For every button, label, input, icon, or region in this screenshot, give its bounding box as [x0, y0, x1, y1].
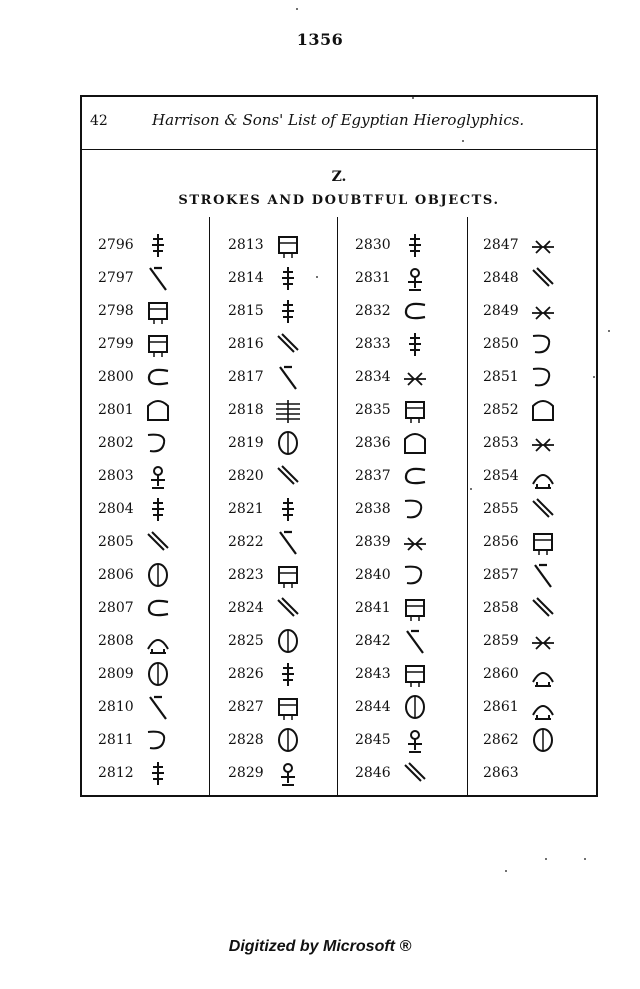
sign-number: 2824: [228, 600, 264, 616]
sign-entry: [483, 429, 603, 462]
sign-number: 2846: [355, 765, 391, 781]
sign-entry: [228, 396, 348, 429]
sign-entry: [228, 231, 348, 264]
bound-rolls-icon: [527, 660, 559, 688]
hourglass-frame-icon: [272, 462, 304, 490]
twin-bulbs-icon: [272, 495, 304, 523]
twin-houses-icon: [527, 330, 559, 358]
small-figure-icon: [272, 231, 304, 259]
sign-number: 2862: [483, 732, 519, 748]
sign-entry: [483, 462, 603, 495]
sign-number: 2858: [483, 600, 519, 616]
sign-number: 2834: [355, 369, 391, 385]
running-header: [82, 97, 596, 150]
sign-entry: [483, 693, 603, 726]
stacked-chevrons-icon: [272, 363, 304, 391]
beaded-basket-icon: [399, 429, 431, 457]
crook-symbol-icon: [527, 231, 559, 259]
sign-number: 2833: [355, 336, 391, 352]
small-cross-object-icon: [142, 297, 174, 325]
hat-dome-icon: [399, 528, 431, 556]
kneeling-figure-icon: [399, 264, 431, 292]
sign-entry: [483, 330, 603, 363]
sign-number: 2855: [483, 501, 519, 517]
sign-number: 2827: [228, 699, 264, 715]
sign-entry: [228, 330, 348, 363]
sign-entry: [98, 363, 218, 396]
sign-entry: [228, 726, 348, 759]
sign-entry: [355, 396, 475, 429]
sign-entry: [483, 528, 603, 561]
portable-shrine-icon: [527, 297, 559, 325]
sign-entry: [355, 297, 475, 330]
sign-entry: [483, 264, 603, 297]
sign-number: 2850: [483, 336, 519, 352]
fringed-objects-icon: [142, 528, 174, 556]
sign-entry: [355, 561, 475, 594]
sign-number: 2857: [483, 567, 519, 583]
hooked-post-icon: [527, 462, 559, 490]
sign-number: 2806: [98, 567, 134, 583]
sign-number: 2826: [228, 666, 264, 682]
sign-entry: [228, 693, 348, 726]
sign-number: 2832: [355, 303, 391, 319]
sign-entry: [355, 726, 475, 759]
sign-entry: [483, 561, 603, 594]
sign-entry: [98, 561, 218, 594]
sign-number: 2831: [355, 270, 391, 286]
spiky-branch-icon: [399, 363, 431, 391]
sign-number: 2798: [98, 303, 134, 319]
sign-number: 2812: [98, 765, 134, 781]
stepped-pyramid-icon: [527, 561, 559, 589]
sign-number: 2817: [228, 369, 264, 385]
section-title: STROKES AND DOUBTFUL OBJECTS.: [178, 193, 500, 208]
lattice-object-icon: [399, 660, 431, 688]
bent-frame-icon: [142, 561, 174, 589]
arrow-knot-icon: [527, 363, 559, 391]
sign-entry: [355, 231, 475, 264]
comb-rack-icon: [399, 462, 431, 490]
page-number: 1356: [296, 30, 344, 49]
sign-number: 2845: [355, 732, 391, 748]
sign-entry: [98, 297, 218, 330]
sign-entry: [228, 363, 348, 396]
sign-number: 2823: [228, 567, 264, 583]
sign-number: 2796: [98, 237, 134, 253]
sign-number: 2802: [98, 435, 134, 451]
stacked-loaves-icon: [399, 495, 431, 523]
sign-entry: [98, 396, 218, 429]
sign-entry: [355, 528, 475, 561]
sign-number: 2830: [355, 237, 391, 253]
hook-curl-icon: [142, 396, 174, 424]
canopy-stand-icon: [399, 330, 431, 358]
sign-entry: [98, 627, 218, 660]
sign-number: 2809: [98, 666, 134, 682]
sign-entry: [355, 495, 475, 528]
bird-on-perch-icon: [142, 726, 174, 754]
sign-number: 2820: [228, 468, 264, 484]
sign-entry: [228, 594, 348, 627]
fan-lines-icon: [272, 429, 304, 457]
sign-entry: [355, 693, 475, 726]
sign-entry: [483, 594, 603, 627]
sign-number: 2822: [228, 534, 264, 550]
sign-number: 2815: [228, 303, 264, 319]
sign-number: 2847: [483, 237, 519, 253]
sign-entry: [98, 462, 218, 495]
catalogue-frame: [80, 95, 598, 797]
sign-number: 2835: [355, 402, 391, 418]
sign-number: 2842: [355, 633, 391, 649]
bound-bundle-icon: [272, 264, 304, 292]
sign-number: 2837: [355, 468, 391, 484]
leaf-number: 42: [90, 113, 108, 129]
sign-number: 2797: [98, 270, 134, 286]
sign-number: 2811: [98, 732, 134, 748]
sign-number: 2863: [483, 765, 519, 781]
seated-figure-icon: [142, 759, 174, 787]
sign-number: 2840: [355, 567, 391, 583]
sign-number: 2816: [228, 336, 264, 352]
sign-number: 2851: [483, 369, 519, 385]
sign-number: 2804: [98, 501, 134, 517]
coiled-rope-icon: [272, 660, 304, 688]
sign-number: 2838: [355, 501, 391, 517]
sign-number: 2808: [98, 633, 134, 649]
sign-entry: [355, 330, 475, 363]
basin-frame-icon: [272, 726, 304, 754]
sign-number: 2860: [483, 666, 519, 682]
sign-entry: [228, 495, 348, 528]
diagonal-staff-icon: [399, 759, 431, 787]
sign-number: 2836: [355, 435, 391, 451]
sign-number: 2856: [483, 534, 519, 550]
hooked-bar-icon: [527, 264, 559, 292]
sign-entry: [483, 759, 603, 792]
sign-entry: [483, 495, 603, 528]
sign-entry: [483, 726, 603, 759]
header-title: Harrison & Sons' List of Egyptian Hieroglyphics.: [152, 111, 525, 129]
curled-cord-icon: [142, 429, 174, 457]
sign-entry: [228, 528, 348, 561]
long-strokes-icon: [527, 396, 559, 424]
section-letter: Z.: [331, 169, 347, 185]
sign-entry: [98, 726, 218, 759]
sign-entry: [355, 264, 475, 297]
sign-entry: [228, 297, 348, 330]
sign-entry: [228, 627, 348, 660]
sign-entry: [98, 231, 218, 264]
house-outline-icon: [142, 660, 174, 688]
sign-entry: [483, 363, 603, 396]
sign-entry: [98, 330, 218, 363]
sign-entry: [98, 693, 218, 726]
sign-number: 2807: [98, 600, 134, 616]
reclining-object-icon: [527, 693, 559, 721]
dome-shrine-icon: [399, 231, 431, 259]
sign-entry: [355, 660, 475, 693]
sign-number: 2841: [355, 600, 391, 616]
sign-entry: [98, 594, 218, 627]
sign-entry: [355, 759, 475, 792]
sign-entry: [483, 297, 603, 330]
sign-number: 2853: [483, 435, 519, 451]
ladder-lines-icon: [272, 330, 304, 358]
three-arches-icon: [142, 594, 174, 622]
sign-number: 2818: [228, 402, 264, 418]
sign-number: 2825: [228, 633, 264, 649]
sign-number: 2810: [98, 699, 134, 715]
bell-ring-icon: [399, 627, 431, 655]
sign-number: 2849: [483, 303, 519, 319]
sign-entry: [228, 759, 348, 792]
winged-jar-icon: [527, 594, 559, 622]
sign-number: 2819: [228, 435, 264, 451]
sign-number: 2801: [98, 402, 134, 418]
slant-stroke-icon: [399, 297, 431, 325]
sign-number: 2800: [98, 369, 134, 385]
bent-stick-icon: [272, 759, 304, 787]
fence-frame-icon: [142, 495, 174, 523]
sign-entry: [355, 429, 475, 462]
sign-entry: [355, 594, 475, 627]
tied-loop-icon: [399, 693, 431, 721]
sign-number: 2861: [483, 699, 519, 715]
lined-tree-icon: [272, 396, 304, 424]
sign-number: 2813: [228, 237, 264, 253]
open-crescent-icon: [399, 561, 431, 589]
umbrella-stand-icon: [527, 726, 559, 754]
sign-entry: [228, 561, 348, 594]
sign-number: 2805: [98, 534, 134, 550]
sign-number: 2848: [483, 270, 519, 286]
sign-entry: [355, 363, 475, 396]
stroke-tool-icon: [142, 231, 174, 259]
sign-entry: [98, 264, 218, 297]
flower-stand-icon: [272, 594, 304, 622]
spindle-object-icon: [527, 429, 559, 457]
narrow-leaf-icon: [527, 495, 559, 523]
double-notched-staff-icon: [272, 561, 304, 589]
canopy-cart-icon: [527, 627, 559, 655]
sign-entry: [98, 528, 218, 561]
sign-entry: [228, 462, 348, 495]
sign-entry: [98, 759, 218, 792]
slanted-leaf-icon: [527, 528, 559, 556]
sign-number: 2852: [483, 402, 519, 418]
sign-entry: [355, 627, 475, 660]
sign-number: 2821: [228, 501, 264, 517]
sign-entry: [228, 264, 348, 297]
bent-line-icon: [399, 726, 431, 754]
sign-number: 2799: [98, 336, 134, 352]
digitization-credit: Digitized by Microsoft ®: [228, 938, 412, 955]
sign-entry: [228, 429, 348, 462]
sign-number: 2843: [355, 666, 391, 682]
sign-number: 2828: [228, 732, 264, 748]
hook-blade-icon: [399, 594, 431, 622]
twisted-cords-icon: [142, 330, 174, 358]
sign-entry: [355, 462, 475, 495]
bound-bundle-tall-icon: [272, 297, 304, 325]
sign-number: 2844: [355, 699, 391, 715]
mallet-tool-icon: [142, 693, 174, 721]
sign-number: 2839: [355, 534, 391, 550]
sign-number: 2814: [228, 270, 264, 286]
sign-entry: [98, 495, 218, 528]
sign-entry: [483, 396, 603, 429]
sign-entry: [483, 627, 603, 660]
sign-number: 2859: [483, 633, 519, 649]
coil-line-icon: [399, 396, 431, 424]
sign-entry: [483, 660, 603, 693]
sign-entry: [98, 660, 218, 693]
small-shrine-icon: [272, 627, 304, 655]
sign-number: 2854: [483, 468, 519, 484]
double-leaf-icon: [142, 264, 174, 292]
sign-entry: [483, 231, 603, 264]
sign-number: 2829: [228, 765, 264, 781]
star-knot-icon: [142, 627, 174, 655]
sign-number: 2803: [98, 468, 134, 484]
box-on-stand-icon: [272, 693, 304, 721]
sign-entry: [228, 660, 348, 693]
striped-block-icon: [142, 363, 174, 391]
notched-staff-icon: [272, 528, 304, 556]
cart-object-icon: [142, 462, 174, 490]
sign-entry: [98, 429, 218, 462]
